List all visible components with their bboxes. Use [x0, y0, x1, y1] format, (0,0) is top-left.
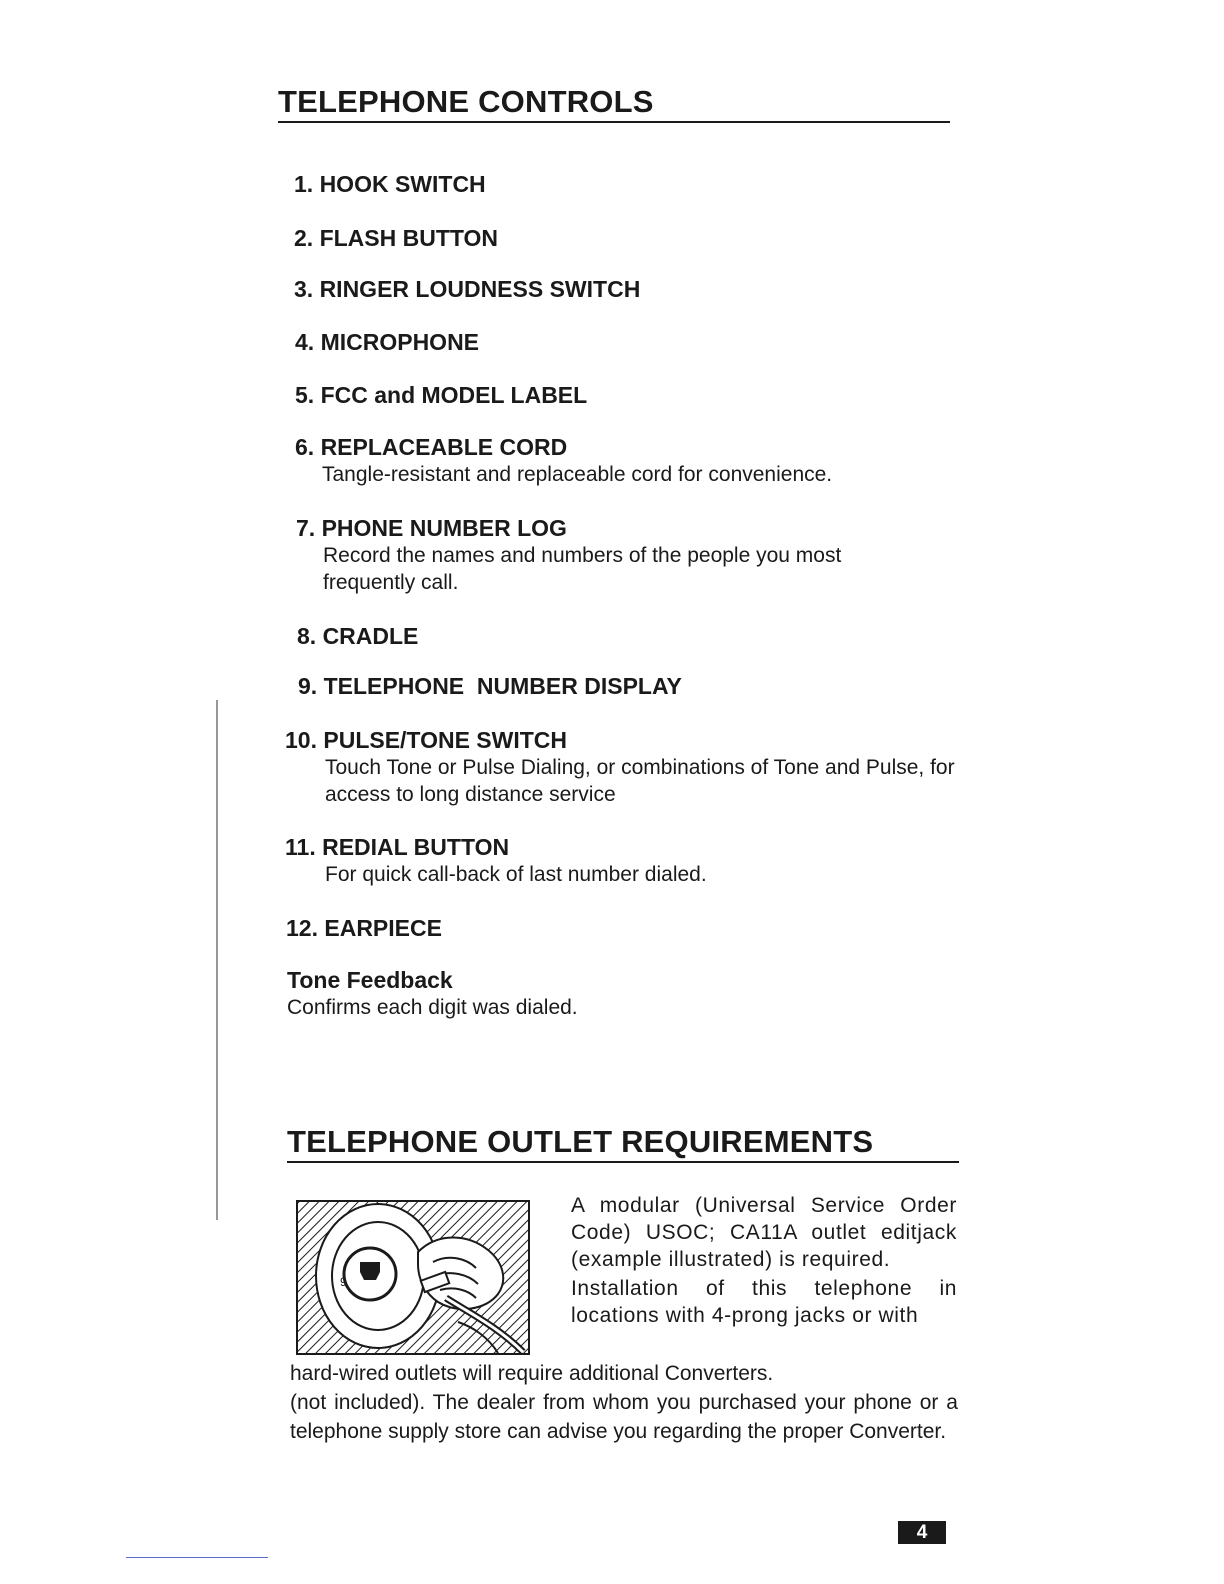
- control-item-label: 1. HOOK SWITCH: [294, 171, 486, 197]
- control-item-10: [285, 726, 955, 808]
- control-item-label: 8. CRADLE: [297, 623, 419, 649]
- wall-jack-illustration: [296, 1200, 530, 1355]
- page-number-badge: 4: [898, 1521, 946, 1544]
- control-item-7: [296, 514, 936, 596]
- tone-feedback-description: Confirms each digit was dialed.: [287, 996, 578, 1019]
- svg-text:9: 9: [340, 1275, 347, 1289]
- control-item-label: 2. FLASH BUTTON: [294, 225, 499, 251]
- control-item-8: [297, 622, 957, 650]
- control-item-description: Touch Tone or Pulse Dialing, or combinations of Tone and Pulse, for access to long distance service: [325, 756, 955, 806]
- tone-feedback-block: [287, 966, 927, 1021]
- scan-margin-mark: [216, 700, 218, 1220]
- outlet-paragraph-2: Installation of this telephone in locations with 4-prong jacks or with: [571, 1277, 957, 1327]
- outlet-requirements-heading: TELEPHONE OUTLET REQUIREMENTS: [287, 1124, 959, 1163]
- outlet-paragraph-3: (not included). The dealer from whom you purchased your phone or a telephone supply store can advise you regarding the proper Converter.: [290, 1391, 958, 1443]
- control-item-description: Record the names and numbers of the people you most frequently call.: [323, 544, 842, 594]
- control-item-11: [285, 833, 945, 888]
- control-item-label: 4. MICROPHONE: [295, 329, 480, 355]
- control-item-label: 7. PHONE NUMBER LOG: [296, 515, 567, 541]
- control-item-label: 12. EARPIECE: [286, 915, 442, 941]
- control-item-6: [295, 433, 955, 488]
- outlet-description: [571, 1192, 957, 1329]
- scan-artifact-line: [126, 1557, 268, 1558]
- control-item-9: [298, 672, 958, 700]
- control-item-label: 11. REDIAL BUTTON: [285, 834, 510, 860]
- control-item-label: 6. REPLACEABLE CORD: [295, 434, 568, 460]
- outlet-description-continued: [290, 1359, 958, 1446]
- control-item-description: Tangle-resistant and replaceable cord for convenience.: [322, 463, 833, 486]
- wall-jack-plug-icon: [298, 1202, 528, 1353]
- control-item-2: [294, 224, 954, 252]
- control-item-5: [295, 381, 955, 409]
- control-item-label: 9. TELEPHONE NUMBER DISPLAY: [298, 673, 682, 699]
- telephone-controls-heading: TELEPHONE CONTROLS: [278, 84, 950, 123]
- control-item-label: 5. FCC and MODEL LABEL: [295, 382, 588, 408]
- outlet-paragraph-1: A modular (Universal Service Order Code) USOC; CA11A outlet editjack (example illustrated) is required.: [571, 1194, 957, 1271]
- control-item-1: [294, 170, 954, 198]
- control-item-12: [286, 914, 946, 942]
- outlet-paragraph-2-continued: hard-wired outlets will require additional Converters.: [290, 1362, 774, 1385]
- control-item-label: 3. RINGER LOUDNESS SWITCH: [294, 276, 641, 302]
- control-item-3: [294, 275, 954, 303]
- control-item-description: For quick call-back of last number dialed.: [325, 863, 707, 886]
- control-item-4: [295, 328, 955, 356]
- control-item-label: 10. PULSE/TONE SWITCH: [285, 727, 568, 753]
- tone-feedback-title: Tone Feedback: [287, 967, 453, 993]
